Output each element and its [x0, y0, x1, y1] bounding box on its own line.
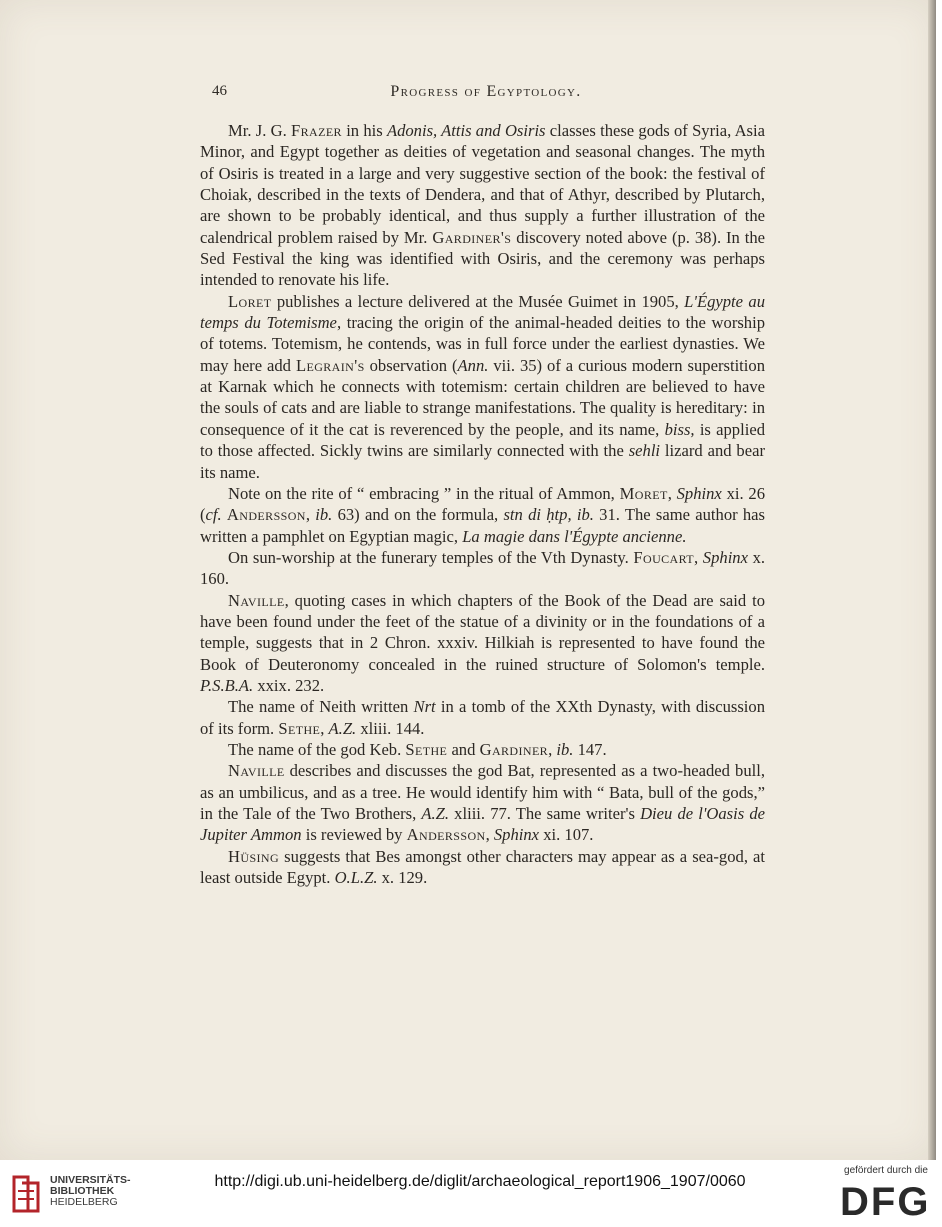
book-title: Dieu de l'Oasis de Jupiter Ammon	[200, 804, 765, 845]
author-name: Naville	[228, 761, 285, 781]
paragraph-neith	[200, 696, 765, 739]
dfg-logo: DFG	[840, 1180, 931, 1224]
author-name: Sethe	[405, 739, 448, 759]
text-run: ,	[320, 718, 329, 738]
library-logo-icon	[8, 1173, 44, 1215]
text-run: ,	[485, 825, 494, 845]
journal-abbrev: Ann.	[457, 355, 489, 375]
paragraph-moret	[200, 483, 765, 547]
text-run: x. 129.	[377, 868, 428, 888]
text-run: Note on the rite of “ embracing ” in the ritual of Ammon,	[228, 483, 620, 503]
abbrev: cf.	[205, 505, 222, 525]
text-run: xxix. 232.	[253, 675, 325, 695]
journal-abbrev: Sphinx	[702, 547, 748, 567]
library-name-line: UNIVERSITÄTS-	[50, 1174, 131, 1186]
text-run: lizard and bear its name.	[200, 441, 765, 482]
text-run: 63) and on the formula,	[332, 505, 504, 525]
text-run: in his	[341, 121, 387, 140]
running-title: Progress of Egyptology.	[390, 83, 582, 100]
text-run: ,	[667, 483, 677, 503]
author-name: Andersson	[226, 505, 306, 525]
text-run: 147.	[573, 739, 607, 759]
author-name: Gardiner's	[432, 227, 512, 247]
text-run: ,	[548, 739, 557, 759]
journal-abbrev: Sphinx	[493, 825, 540, 845]
text-run: The name of the god Keb.	[228, 739, 406, 759]
library-name-line: HEIDELBERG	[50, 1196, 118, 1208]
author-name: Andersson	[406, 825, 486, 845]
library-name	[50, 1175, 160, 1208]
text-run: xi. 107.	[539, 825, 594, 845]
text-run: observation (	[364, 355, 458, 375]
author-name: Naville	[228, 590, 285, 610]
text-run: suggests that Bes amongst other characters may appear as a sea-god, at least outside Egypt.	[200, 846, 765, 888]
text-run: classes these gods of Syria, Asia Minor, and Egypt together as deities of vegetation and seasonal changes. The myth of Osiris is treated in a large and very suggestive section of the book: the festival of Choiak, described in the texts of Dendera, and that of Athyr, described by Plutarch, are shown to be probably identical, and thus supply a further illustration of the calendrical problem raised by Mr.	[200, 121, 765, 247]
paragraph-loret	[200, 291, 765, 483]
book-title: La magie dans l'Égypte ancienne.	[462, 526, 687, 546]
text-run: On sun-worship at the funerary temples of the Vth Dynasty.	[228, 547, 634, 567]
journal-abbrev: A.Z.	[421, 804, 450, 823]
author-name: Legrain's	[295, 355, 365, 375]
text-run: publishes a lecture delivered at the Musée Guimet in 1905,	[271, 291, 685, 311]
text-run: xliii. 77. The same writer's	[449, 804, 641, 823]
book-title: L'Égypte au temps du Totemisme	[200, 291, 766, 333]
abbrev: ib.	[556, 739, 574, 759]
abbrev: ib.	[315, 505, 333, 525]
text-run: xi. 26 (	[200, 483, 766, 525]
text-run: ,	[694, 547, 703, 567]
running-head	[212, 83, 760, 105]
journal-abbrev: P.S.B.A.	[200, 675, 254, 695]
document-url-link[interactable]: http://digi.ub.uni-heidelberg.de/diglit/archaeological_report1906_1907/0060	[214, 1173, 746, 1190]
text-run: Mr. J. G.	[228, 121, 291, 140]
text-run: , tracing the origin of the animal-headed deities to the worship of totems. Totemism, he contends, was in full force under the earliest dynasties. We may here add	[200, 313, 766, 375]
text-run: is applied to those affected. Sickly twins are similarly connected with the	[200, 419, 765, 461]
foreign-word: Nrt	[413, 697, 436, 717]
funding-note: gefördert durch die	[844, 1165, 928, 1176]
paragraph-frazer	[200, 120, 765, 291]
foreign-word: sehli	[628, 441, 661, 461]
text-run: vii. 35) of a curious modern superstition at Karnak which he connects with totemism: certain children are believed to have the souls of cats and are liable to strange manifestations. The quality is hereditary: in consequence of it the cat is reverenced by the people, and its name,	[200, 355, 765, 439]
text-run: 31. The same author has written a pamphlet on Egyptian magic,	[200, 505, 766, 546]
text-run: The name of Neith written	[228, 697, 414, 717]
journal-abbrev: Sphinx	[676, 483, 722, 503]
paragraph-keb	[200, 739, 765, 760]
text-run: and	[447, 739, 480, 759]
journal-abbrev: A.Z.	[328, 718, 357, 738]
library-name-line: BIBLIOTHEK	[50, 1185, 115, 1197]
author-name: Gardiner	[479, 739, 549, 759]
paragraph-naville-2	[200, 760, 765, 845]
page-number: 46	[212, 83, 227, 99]
text-run: , quoting cases in which chapters of the Book of the Dead are said to have been found under the feet of the statue of a divinity or in the foundations of a temple, suggests that in 2 Chron. xxxiv. Hilkiah is represented to have found the Book of Deuteronomy concealed in the ruined structure of Solomon's temple.	[200, 590, 765, 674]
paragraph-naville-1	[200, 590, 765, 697]
formula: stn di ḥtp, ib.	[503, 505, 594, 525]
journal-abbrev: O.L.Z.	[334, 868, 378, 888]
text-run: describes and discusses the god Bat, represented as a two-headed bull, as an umbilicus, and as a tree. He would identify him with “ Bata, bull of the gods,” in the Tale of the Two Brothers,	[200, 761, 765, 823]
body-text	[200, 120, 765, 888]
author-name: Hüsing	[228, 846, 280, 866]
author-name: Frazer	[290, 121, 342, 140]
foreign-word: biss,	[664, 419, 695, 439]
paragraph-foucart	[200, 547, 765, 590]
text-run: x. 160.	[200, 547, 766, 589]
author-name: Loret	[228, 291, 272, 311]
text-run: xliii. 144.	[356, 718, 425, 738]
author-name: Moret	[619, 483, 668, 503]
text-run: discovery noted above (p. 38). In the Sed Festival the king was identified with Osiris, and the ceremony was perhaps intended to renovate his life.	[200, 227, 766, 290]
page-edge-shadow	[928, 0, 936, 1160]
paragraph-husing	[200, 846, 765, 889]
text-run: is reviewed by	[301, 825, 407, 845]
book-title: Adonis, Attis and Osiris	[386, 121, 546, 140]
author-name: Foucart	[633, 547, 695, 567]
text-run: ,	[305, 505, 316, 525]
author-name: Sethe	[278, 718, 321, 738]
text-run: in a tomb of the XXth Dynasty, with discussion of its form.	[200, 697, 765, 738]
